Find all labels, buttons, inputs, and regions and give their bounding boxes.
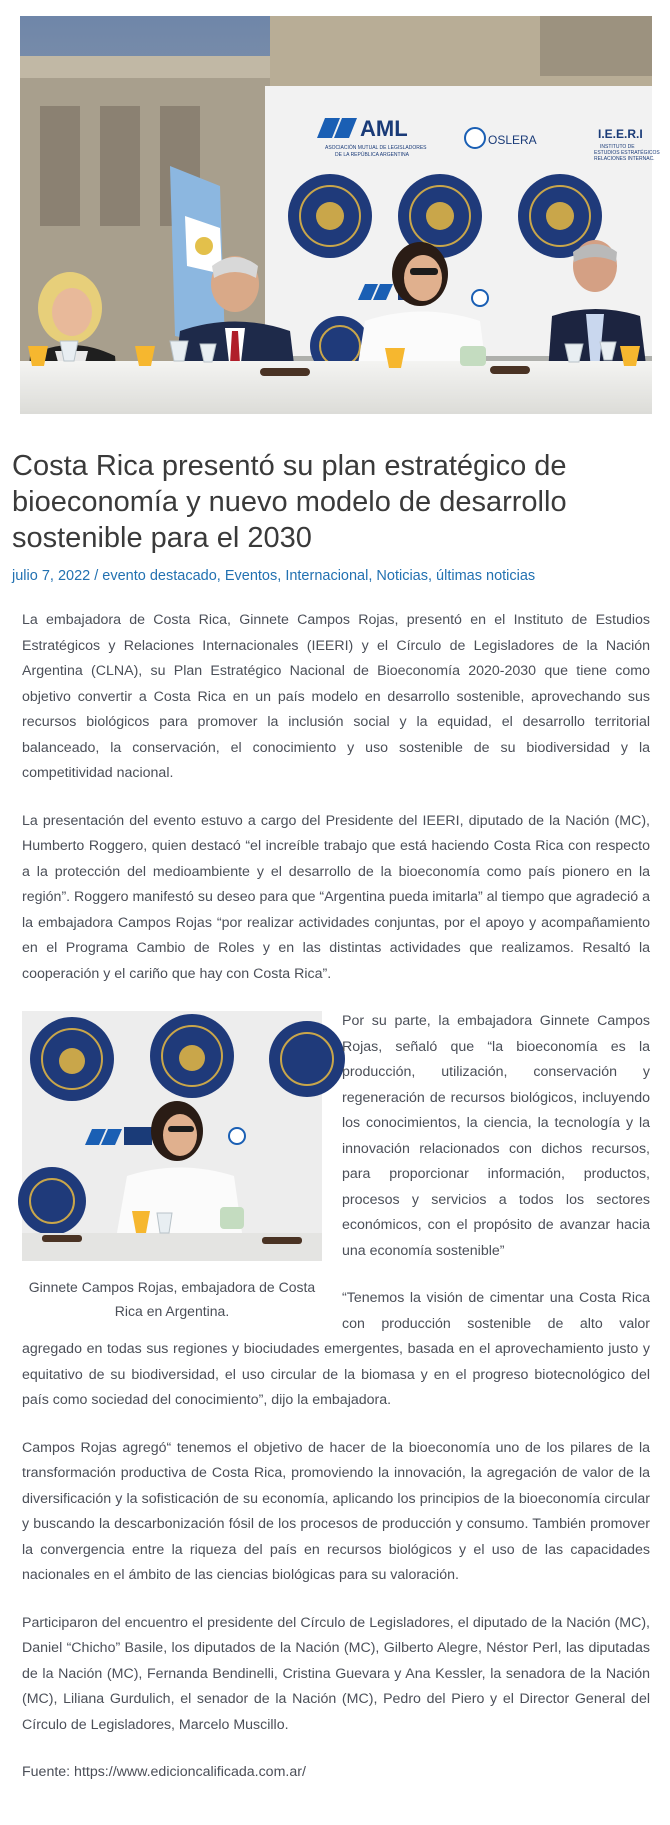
article-content (22, 608, 650, 1808)
article-paragraph: La presentación del evento estuvo a cargo del Presidente del IEERI, diputado de la Nación (MC), Humberto Roggero, quien destacó “el increíble trabajo que está haciendo Costa Rica con respecto a la protección del medioambiente y el desarrollo de la bioeconomía como país pionero en la región”. Roggero manifestó su deseo para que “Argentina pueda imitarla” al tiempo que agradeció a la embajadora Campos Rojas “por realizar actividades conjuntas, por el apoyo y acompañamiento en el Programa Cambio de Roles y en las distintas actividades que realizamos. Resaltó la cooperación y el cariño que hay con Costa Rica”. (22, 812, 650, 982)
banner-logo-aml: AML (360, 116, 408, 141)
article-title: Costa Rica presentó su plan estratégico de bioeconomía y nuevo modelo de desarrollo sostenible para el 2030 (12, 450, 567, 554)
category-link-internacional[interactable]: Internacional (285, 568, 369, 584)
article-paragraph: Participaron del encuentro el presidente del Círculo de Legisladores, el diputado de la Nación (MC), Daniel “Chicho” Basile, los diputados de la Nación (MC), Gilberto Alegre, Néstor Perl, las diputadas de la Nación (MC), Fernanda Bendinelli, Cristina Guevara y Ana Kessler, la senadora de la Nación (MC), Liliana Gurdulich, el senador de la Nación (MC), Pedro del Piero y el Director General del Círculo de Legisladores, Marcelo Muscillo. (22, 1614, 650, 1733)
category-comma: , (277, 568, 286, 584)
banner-logo-ieeri: I.E.E.R.I (598, 127, 643, 141)
article-figure (22, 1011, 322, 1323)
article-paragraph: La embajadora de Costa Rica, Ginnete Campos Rojas, presentó en el Instituto de Estudios Estratégicos y Relaciones Internacionales (IEERI) y el Círculo de Legisladores de la Nación Argentina (CLNA), su Plan Estratégico Nacional de Bioeconomía 2020-2030 que tiene como objetivo convertir a Costa Rica en un país modelo en desarrollo sostenible, aprovechando sus recursos biológicos para promover la inclusión social y la equidad, el desarrollo territorial balanceado, la conservación, el conocimiento y uso sostenible de su biodiversidad y la competitividad nacional. (22, 612, 650, 781)
figure-seal (269, 1021, 345, 1097)
category-link-noticias[interactable]: Noticias (376, 568, 428, 584)
article-meta (12, 566, 652, 586)
category-comma: , (427, 568, 437, 584)
meta-separator: / (94, 568, 99, 584)
figure-seal (30, 1017, 114, 1101)
article-date-link[interactable]: julio 7, 2022 (12, 568, 91, 584)
category-link-evento-destacado[interactable]: evento destacado (102, 568, 217, 584)
banner-logo-ieeri-sub3: RELACIONES INTERNAC. (594, 156, 655, 162)
article-paragraph: Por su parte, la embajadora Ginnete Campos Rojas, señaló que “la bioeconomía es la producción, utilización, conservación y regeneración de recursos biológicos, incluyendo los conocimientos, la ciencia, la tecnología y la innovación relacionados con dichos recursos, para proporcionar información, productos, procesos y servicios a todos los sectores económicos, con el propósito de avanzar hacia una economía sostenible” (342, 1013, 650, 1259)
article-source: Fuente: https://www.edicioncalificada.com.ar/ (22, 1764, 306, 1780)
banner-seal (288, 174, 372, 258)
category-comma: , (368, 568, 377, 584)
banner-logo-ieeri-sub1: INSTITUTO DE (600, 144, 635, 150)
banner-logo-aml-sub2: DE LA REPÚBLICA ARGENTINA (335, 152, 409, 158)
banner-logo-aml-sub1: ASOCIACIÓN MUTUAL DE LEGISLADORES (325, 145, 427, 151)
article-paragraph: Campos Rojas agregó“ tenemos el objetivo de hacer de la bioeconomía uno de los pilares de la transformación productiva de Costa Rica, promoviendo la innovación, la agregación de valor de la diversificación y la sofisticación de su economía, aplicando los principios de la bioeconomía circular y buscando la descarbonización fósil de los procesos de producción y consumo. También promover la convergencia entre la riqueza del país en recursos biológicos y el uso de las capacidades nacionales en el ámbito de las ciencias biológicas para su valoración. (22, 1439, 650, 1583)
hero-illustration (20, 16, 660, 414)
figure-seal (150, 1014, 234, 1098)
category-link-eventos[interactable]: Eventos (224, 568, 278, 584)
figure-illustration (22, 1011, 322, 1261)
figure-photo (22, 1011, 322, 1261)
figure-seal (18, 1167, 86, 1235)
hero-photo (20, 16, 660, 414)
figure-caption: Ginnete Campos Rojas, embajadora de Costa Rica en Argentina. (28, 1279, 316, 1319)
article-paragraph: “Tenemos la visión de cimentar una Costa Rica con producción sostenible de alto valor agregado en todas sus regiones y biociudades emergentes, basada en el aprovechamiento justo y equitativo de su biodiversidad, el uso circular de la biomasa y en el progreso biotecnológico del país como sociedad del conocimiento”, dijo la embajadora. (22, 1290, 650, 1408)
banner-logo-ieeri-sub2: ESTUDIOS ESTRATÉGICOS (594, 150, 660, 156)
category-link-ultimas-noticias[interactable]: últimas noticias (436, 568, 536, 584)
banner-logo-osiera: OSLERA (488, 133, 537, 147)
category-comma: , (216, 568, 225, 584)
